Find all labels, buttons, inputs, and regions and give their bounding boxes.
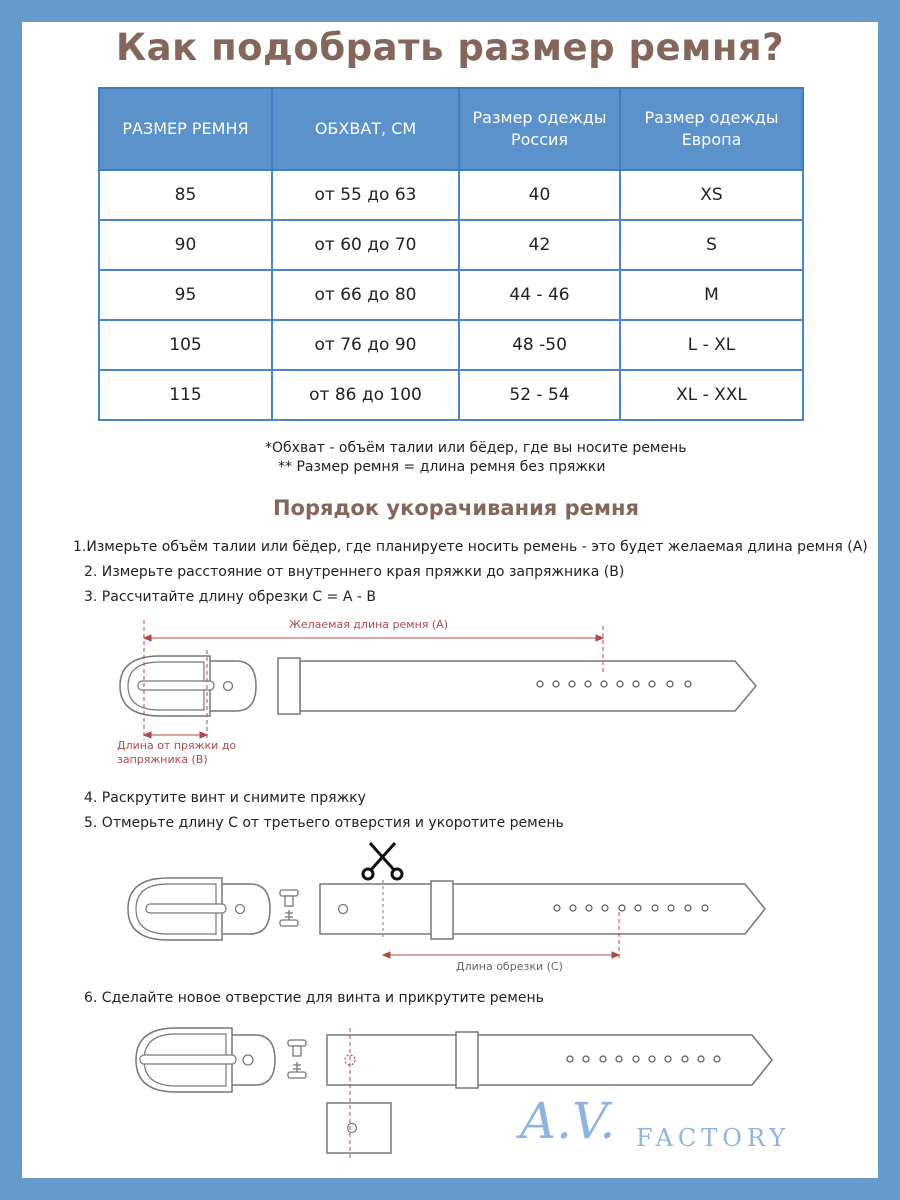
label-cut-length: Длина обрезки (С) xyxy=(456,960,563,973)
step-2: 2. Измерьте расстояние от внутреннего края пряжки до запряжника (В) xyxy=(84,564,625,580)
cell-size-europe: M xyxy=(620,270,803,320)
cell-size-russia: 40 xyxy=(459,170,620,220)
table-row xyxy=(99,270,803,320)
cell-size-europe: XS xyxy=(620,170,803,220)
belt-strap xyxy=(300,661,756,711)
label-buckle-to-keeper-line1: Длина от пряжки до xyxy=(117,739,237,752)
table-row xyxy=(99,320,803,370)
cell-size-russia: 48 -50 xyxy=(459,320,620,370)
cell-size-europe: S xyxy=(620,220,803,270)
belt-keeper xyxy=(278,658,300,714)
header-size-russia: Размер одежды Россия xyxy=(459,88,620,170)
note-belt-size: ** Размер ремня = длина ремня без пряжки xyxy=(278,459,606,475)
section-subtitle: Порядок укорачивания ремня xyxy=(272,496,640,520)
screw-hole xyxy=(243,1055,253,1065)
cell-belt-size: 90 xyxy=(99,220,272,270)
cell-size-europe: XL - XXL xyxy=(620,370,803,420)
brand-logo-mark: A.V. xyxy=(520,1092,616,1150)
label-desired-length: Желаемая длина ремня (А) xyxy=(289,618,448,631)
screw-parts xyxy=(280,890,298,926)
cell-belt-size: 105 xyxy=(99,320,272,370)
cell-belt-size: 95 xyxy=(99,270,272,320)
cut-belt-diagram xyxy=(0,830,900,985)
step-5: 5. Отмерьте длину С от третьего отверстия и укоротите ремень xyxy=(84,815,564,831)
note-girth: *Обхват - объём талии или бёдер, где вы носите ремень xyxy=(265,440,687,456)
cell-girth: от 55 до 63 xyxy=(272,170,459,220)
screw-parts xyxy=(288,1040,306,1078)
page-title: Как подобрать размер ремня? xyxy=(115,26,785,69)
table-header-row xyxy=(99,88,803,170)
belt-keeper xyxy=(456,1032,478,1088)
table-row xyxy=(99,370,803,420)
table-row xyxy=(99,220,803,270)
cell-girth: от 60 до 70 xyxy=(272,220,459,270)
cell-girth: от 86 до 100 xyxy=(272,370,459,420)
belt-holes xyxy=(554,905,708,911)
cell-belt-size: 85 xyxy=(99,170,272,220)
size-table xyxy=(98,87,804,421)
brand-logo-word: FACTORY xyxy=(636,1124,791,1152)
cell-size-russia: 44 - 46 xyxy=(459,270,620,320)
measure-a-line xyxy=(144,620,603,740)
step-4: 4. Раскрутите винт и снимите пряжку xyxy=(84,790,366,806)
belt-holes xyxy=(537,681,691,687)
header-size-europe: Размер одежды Европа xyxy=(620,88,803,170)
cell-size-europe: L - XL xyxy=(620,320,803,370)
belt-strap xyxy=(327,1035,772,1085)
cell-girth: от 66 до 80 xyxy=(272,270,459,320)
belt-holes xyxy=(567,1056,720,1062)
step-6: 6. Сделайте новое отверстие для винта и прикрутите ремень xyxy=(84,990,544,1006)
buckle-prong xyxy=(140,1055,236,1064)
step-1: 1.Измерьте объём талии или бёдер, где планируете носить ремень - это будет желаемая длина ремня (А) xyxy=(73,539,868,555)
header-belt-size: РАЗМЕР РЕМНЯ xyxy=(99,88,272,170)
cell-belt-size: 115 xyxy=(99,370,272,420)
measure-c-line xyxy=(383,912,619,960)
scissors-icon xyxy=(363,843,402,879)
cell-size-russia: 42 xyxy=(459,220,620,270)
step-3: 3. Рассчитайте длину обрезки С = А - В xyxy=(84,589,376,605)
screw-hole xyxy=(236,905,245,914)
belt-strap xyxy=(320,884,765,934)
header-girth: ОБХВАТ, СМ xyxy=(272,88,459,170)
buckle-prong xyxy=(138,681,214,690)
cut-off-piece xyxy=(327,1103,391,1153)
label-buckle-to-keeper-line2: запряжника (В) xyxy=(117,753,208,766)
screw-hole xyxy=(224,682,233,691)
buckle-prong xyxy=(146,904,226,913)
cell-girth: от 76 до 90 xyxy=(272,320,459,370)
cell-size-russia: 52 - 54 xyxy=(459,370,620,420)
belt-keeper xyxy=(431,881,453,939)
table-row xyxy=(99,170,803,220)
